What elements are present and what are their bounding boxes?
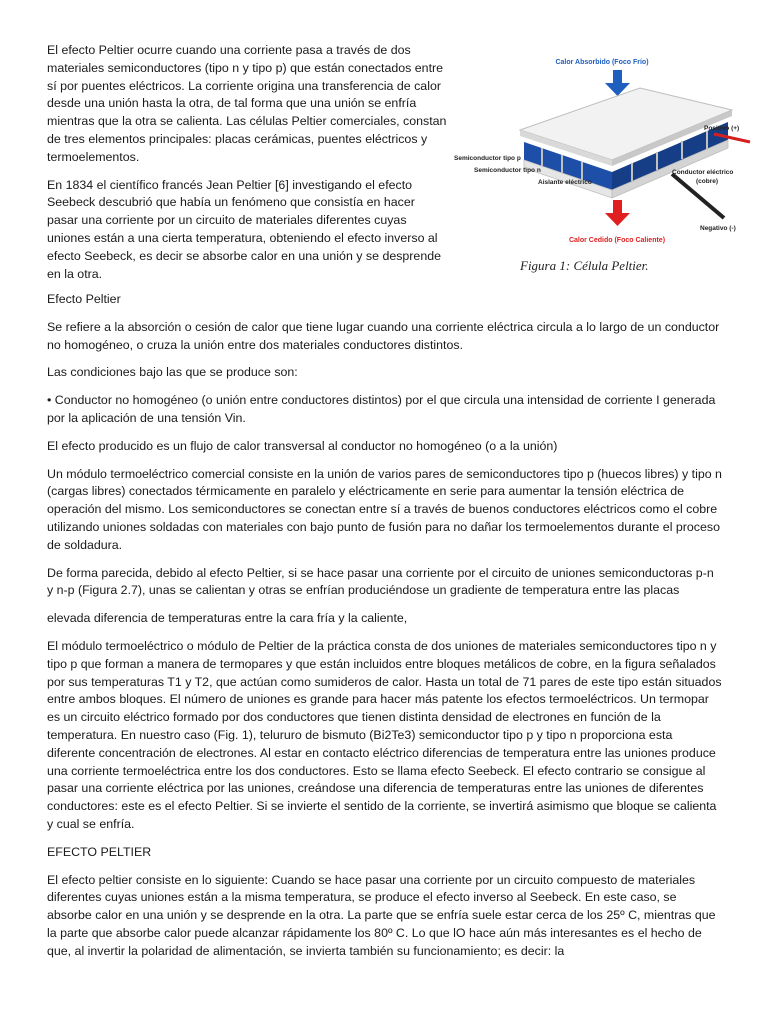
heat-released-label: Calor Cedido (Foco Caliente) — [568, 237, 666, 244]
heat-out-arrow-icon — [605, 213, 630, 226]
bullet-item: • Conductor no homogéneo (o unión entre conductores distintos) por el que circula una intensidad de corriente I generada por la aplicación de una tensión Vin. — [47, 393, 716, 425]
semiconductor-p-label: Semiconductor tipo p — [454, 155, 521, 162]
semiconductor-n-label: Semiconductor tipo n — [474, 167, 541, 174]
heat-in-arrow-shaft — [613, 70, 622, 84]
conductor-label: Conductor eléctrico — [672, 169, 734, 176]
positive-label: Positivo (+) — [704, 125, 740, 132]
intro-paragraph-1: El efecto Peltier ocurre cuando una corriente pasa a través de dos materiales semiconductores (tipo n y tipo p) que están conectados entre sí por puentes eléctricos. La corriente origina una transferencia de calor desde una unión hasta la otra, de tal forma que una unión se enfría mientras que la otra se calienta. Las células Peltier comerciales, constan de tres elementos principales: placas cerámicas, puentes eléctricos y termoelementos. — [47, 43, 447, 164]
body-paragraph: elevada diferencia de temperaturas entre la cara fría y la caliente, — [47, 611, 408, 626]
heat-absorbed-label: Calor Absorbido (Foco Frío) — [555, 59, 649, 66]
body-paragraph: El efecto producido es un flujo de calor transversal al conductor no homogéneo (o a la unión) — [47, 438, 558, 453]
main-text-column — [47, 291, 723, 971]
intro-text-column — [47, 42, 447, 293]
conductor-material-label: (cobre) — [696, 178, 719, 185]
section-heading-uppercase: EFECTO PELTIER — [47, 844, 152, 859]
body-paragraph: De forma parecida, debido al efecto Peltier, si se hace pasar una corriente por el circuito de uniones semiconductoras p-n y n-p (Figura 2.7), unas se calientan y otras se enfrían produciéndose un gradiente de temperatura entre las placas — [47, 565, 714, 598]
body-paragraph: Un módulo termoeléctrico comercial consiste en la unión de varios pares de semiconductores tipo p (huecos libres) y tipo n (cargas libres) conectados térmicamente en paralelo y eléctricamente en serie para aumentar la tensión eléctrica de operación del mismo. Los semiconductores se conectan entre sí a través de buenos conductores eléctricos como el cobre utilizando uniones soldadas con materiales con bajo punto de fusión para no dañar los termoelementos durante el proceso de soldadura. — [47, 466, 722, 552]
body-paragraph: Las condiciones bajo las que se produce son: — [47, 365, 298, 380]
section-heading-efecto-peltier: Efecto Peltier — [47, 292, 121, 306]
body-paragraph: El módulo termoeléctrico o módulo de Peltier de la práctica consta de dos uniones de materiales semiconductores tipo n y tipo p que forman a manera de termopares y que están incluidos entre bloques metálicos de cobre, en la figura señalados por sus temperaturas T1 y T2, que actúan como sumideros de calor. Hasta un total de 71 pares de este tipo están situados entre ambos bloques. El número de uniones es grande para hacer más patente los efectos termoeléctricos. Un termopar es un circuito eléctrico formado por dos conductores que tienen distinta densidad de electrones en función de la temperatura. En nuestro caso (Fig. 1), telururo de bismuto (Bi2Te3) semiconductor tipo p y tipo n proporciona esta diferente concentración de electrones. Al estar en contacto eléctrico diferencias de temperatura entre las uniones produce una corriente termoeléctrica entre los dos conductores. Esto se llama efecto Seebeck. El efecto contrario se consigue al pasar una corriente eléctrica por las uniones, creándose una diferencia de temperaturas entre las uniones de diferentes conductores: este es el efecto Peltier. Si se invierte el sentido de la corriente, se invertirá asimismo que bloque se calienta y cual se enfría. — [47, 638, 722, 831]
insulator-label: Aislante eléctrico — [538, 179, 592, 186]
intro-paragraph-2: En 1834 el científico francés Jean Peltier [6] investigando el efecto Seebeck descubrió que había un fenómeno que consistía en hacer pasar una corriente por un circuito de materiales diferentes cuyas uniones están a una cierta temperatura, obteniendo el efecto inverso al efecto Seebeck, es decir se absorbe calor en una unión y se desprende en la otra. — [47, 177, 442, 281]
body-paragraph: Se refiere a la absorción o cesión de calor que tiene lugar cuando una corriente eléctrica circula a lo largo de un conductor no homogéneo, o cruza la unión entre dos materiales conductores distintos. — [47, 319, 720, 352]
peltier-cell-figure — [452, 50, 752, 280]
negative-label: Negativo (-) — [700, 225, 736, 232]
figure-caption: Figura 1: Célula Peltier. — [520, 258, 649, 273]
heat-out-arrow-shaft — [613, 200, 622, 214]
body-paragraph: El efecto peltier consiste en lo siguiente: Cuando se hace pasar una corriente por un circuito compuesto de materiales diferentes cuyas uniones están a la misma temperatura, se produce el efecto inverso al Seebeck. En este caso, se absorbe calor en una unión y se desprende en la otra. La parte que se enfría suele estar cerca de los 25º C, mientras que la parte que absorbe calor puede alcanzar rápidamente los 80º C. Lo que lO hace aún más interesantes es el hecho de que, al invertir la polaridad de alimentación, se invierta también su funcionamiento; es decir: la — [47, 872, 716, 958]
peltier-cell-diagram — [452, 50, 752, 255]
